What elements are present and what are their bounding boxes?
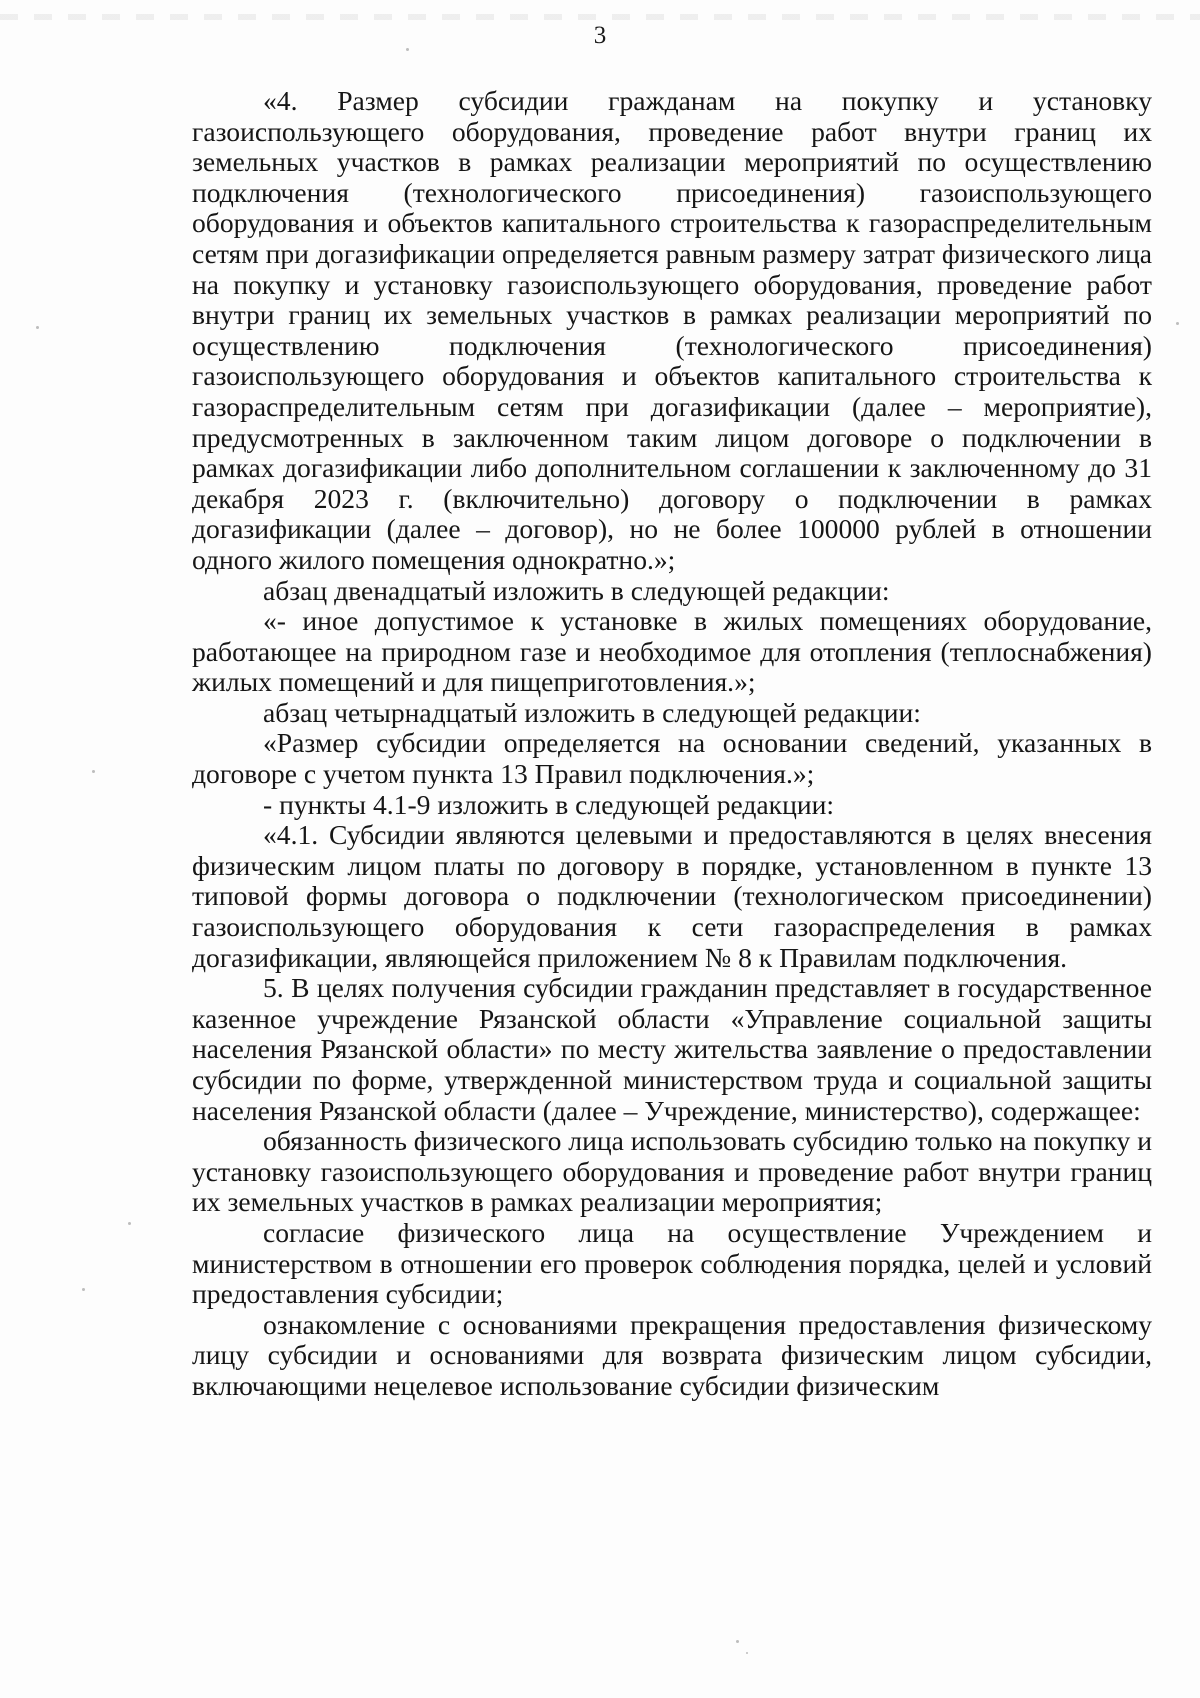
paragraph-equipment-quote: «- иное допустимое к установке в жилых помещениях оборудование, работающее на природном газе и необходимое для отопления (теплоснабжения) жилых помещений и для пищеприготовления.»;	[192, 605, 1152, 698]
page-number: 3	[593, 22, 607, 49]
scan-speck	[128, 1222, 131, 1225]
paragraph-item-4-1: «4.1. Субсидии являются целевыми и предоставляются в целях внесения физическим лицом платы по договору в порядке, установленном в пункте 13 типовой формы договора о подключении (технологическом присоединении) газоиспользующего оборудования к сети газораспределения в рамках догазификации, являющейся приложением № 8 к Правилам подключения.	[192, 819, 1152, 973]
paragraph-acquaintance: ознакомление с основаниями прекращения предоставления физическому лицу субсидии и основаниями для возврата физическим лицом субсидии, включающими нецелевое использование субсидии физическим	[192, 1308, 1152, 1401]
paragraph-twelfth-abzac: абзац двенадцатый изложить в следующей редакции:	[263, 574, 890, 606]
paragraph-items-4-1-9: - пункты 4.1-9 изложить в следующей редакции:	[263, 788, 835, 820]
scan-speck	[406, 48, 409, 51]
paragraph-item-4: «4. Размер субсидии гражданам на покупку и установку газоиспользующего оборудования, проведение работ внутри границ их земельных участков в рамках реализации мероприятий по осуществлению подключения (технологического присоединения) газоиспользующего оборудования и объектов капитального строительства к газораспределительным сетям при догазификации определяется равным размеру затрат физического лица на покупку и установку газоиспользующего оборудования, проведение работ внутри границ их земельных участков в рамках реализации мероприятий по осуществлению подключения (технологического присоединения) газоиспользующего оборудования и объектов капитального строительства к газораспределительным сетям при догазификации (далее – мероприятие), предусмотренных в заключенном таким лицом договоре о подключении в рамках догазификации либо дополнительном соглашении к заключенному до 31 декабря 2023 г. (включительно) договору о подключении в рамках догазификации (далее – договор), но не более 100000 рублей в отношении одного жилого помещения однократно.»;	[192, 85, 1152, 575]
scan-speck	[92, 770, 95, 773]
paragraph-subsidy-size-quote: «Размер субсидии определяется на основании сведений, указанных в договоре с учетом пункта 13 Правил подключения.»;	[192, 727, 1152, 790]
scan-speck	[36, 326, 39, 329]
paragraph-item-5: 5. В целях получения субсидии гражданин представляет в государственное казенное учреждение Рязанской области «Управление социальной защиты населения Рязанской области» по месту жительства заявление о предоставлении субсидии по форме, утвержденной министерством труда и социальной защиты населения Рязанской области (далее – Учреждение, министерство), содержащее:	[192, 972, 1152, 1126]
scan-speck	[82, 1288, 85, 1291]
paragraph-fourteenth-abzac: абзац четырнадцатый изложить в следующей редакции:	[263, 696, 921, 728]
document-body	[192, 86, 1152, 1402]
paragraph-consent: согласие физического лица на осуществление Учреждением и министерством в отношении его проверок соблюдения порядка, целей и условий предоставления субсидии;	[192, 1216, 1152, 1310]
scan-edge-artifact	[0, 14, 1200, 20]
scan-speck	[1176, 322, 1179, 325]
scan-speck	[736, 1640, 739, 1643]
scan-speck	[746, 1652, 748, 1654]
paragraph-obligation: обязанность физического лица использовать субсидию только на покупку и установку газоиспользующего оборудования и проведение работ внутри границ их земельных участков в рамках реализации мероприятия;	[192, 1125, 1152, 1218]
